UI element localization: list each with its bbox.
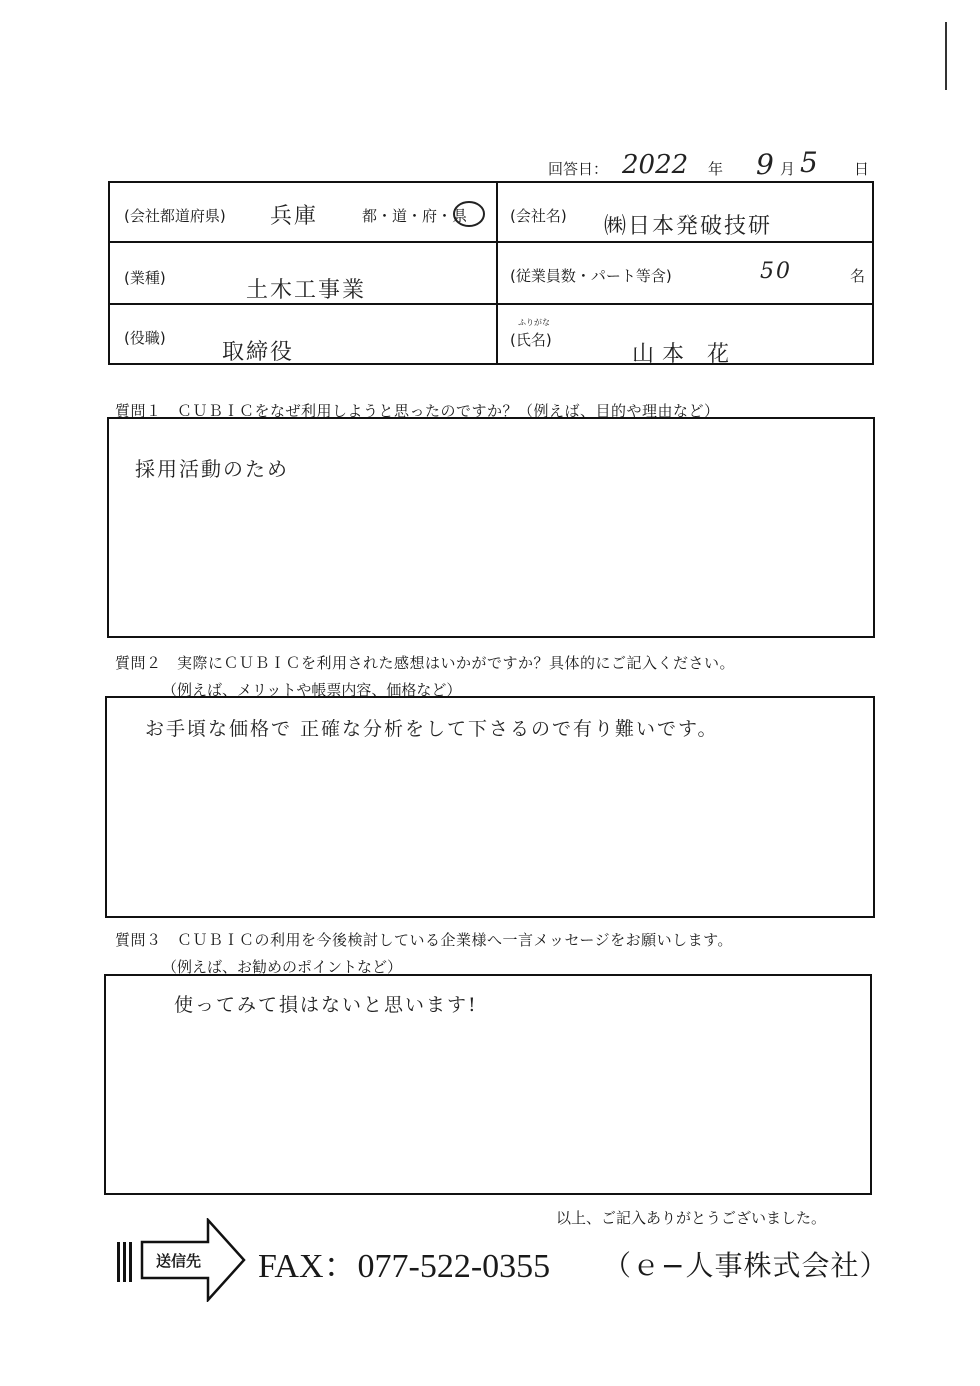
answer-date-month-unit: 月 <box>780 160 796 178</box>
respondent-info-table <box>108 181 874 365</box>
question-3-example: （例えば、お勧めのポイントなど） <box>162 958 403 976</box>
answer-date-year: 2022 <box>622 150 689 180</box>
employees-value: 50 <box>760 259 792 284</box>
question-3-answer: 使ってみて損はないと思います! <box>174 994 478 1016</box>
company-label: (会社名) <box>510 207 567 225</box>
question-2-example: （例えば、メリットや帳票内容、価格など） <box>162 681 462 699</box>
info-divider-vertical <box>496 183 498 363</box>
info-divider-row-1 <box>110 241 872 243</box>
fax-company: （ｅ−人事株式会社） <box>603 1249 889 1282</box>
info-divider-row-2 <box>110 303 872 305</box>
name-furigana: ふりがな <box>518 318 550 327</box>
question-1-answer: 採用活動のため <box>135 457 289 481</box>
question-3-title: 質問３ ＣＵＢＩＣの利用を今後検討している企業様へ一言メッセージをお願いします。 <box>115 931 733 949</box>
employees-unit: 名 <box>850 267 866 285</box>
prefecture-circle-mark <box>450 197 488 231</box>
answer-date-month: 9 <box>756 148 774 181</box>
name-label: (氏名) <box>510 331 552 349</box>
answer-date-label: 回答日： <box>548 160 609 178</box>
send-to-bars <box>117 1242 135 1282</box>
prefecture-label: (会社都道府県) <box>124 207 226 225</box>
question-1-answer-box <box>107 417 875 638</box>
answer-date-day: 5 <box>800 146 818 179</box>
send-to-label: 送信先 <box>156 1252 202 1270</box>
question-2-title: 質問２ 実際にＣＵＢＩＣを利用された感想はいかがですか？具体的にご記入ください。 <box>115 654 736 672</box>
position-value: 取締役 <box>222 340 295 365</box>
question-2-answer: お手頃な価格で 正確な分析をして下さるので有り難いです。 <box>145 718 719 740</box>
company-value: ㈱日本発破技研 <box>604 214 773 239</box>
position-label: (役職) <box>124 329 166 347</box>
employees-label: (従業員数・パート等含) <box>510 267 672 285</box>
industry-label: (業種) <box>124 269 166 287</box>
closing-thanks: 以上、ご記入ありがとうございました。 <box>556 1209 827 1227</box>
prefecture-suffix: 都・道・府・県 <box>362 207 468 225</box>
answer-date <box>548 146 878 184</box>
question-3-answer-box <box>104 974 872 1195</box>
scan-edge-mark <box>945 22 947 90</box>
question-2-answer-box <box>105 696 875 918</box>
prefecture-value: 兵庫 <box>270 204 319 229</box>
name-value: 山本 花 <box>632 342 737 367</box>
answer-date-year-unit: 年 <box>708 160 724 178</box>
fax-number: FAX：077-522-0355 <box>258 1248 551 1285</box>
industry-value: 土木工事業 <box>246 278 367 303</box>
question-1-title: 質問１ ＣＵＢＩＣをなぜ利用しようと思ったのですか？（例えば、目的や理由など） <box>115 402 720 420</box>
answer-date-day-unit: 日 <box>854 160 870 178</box>
